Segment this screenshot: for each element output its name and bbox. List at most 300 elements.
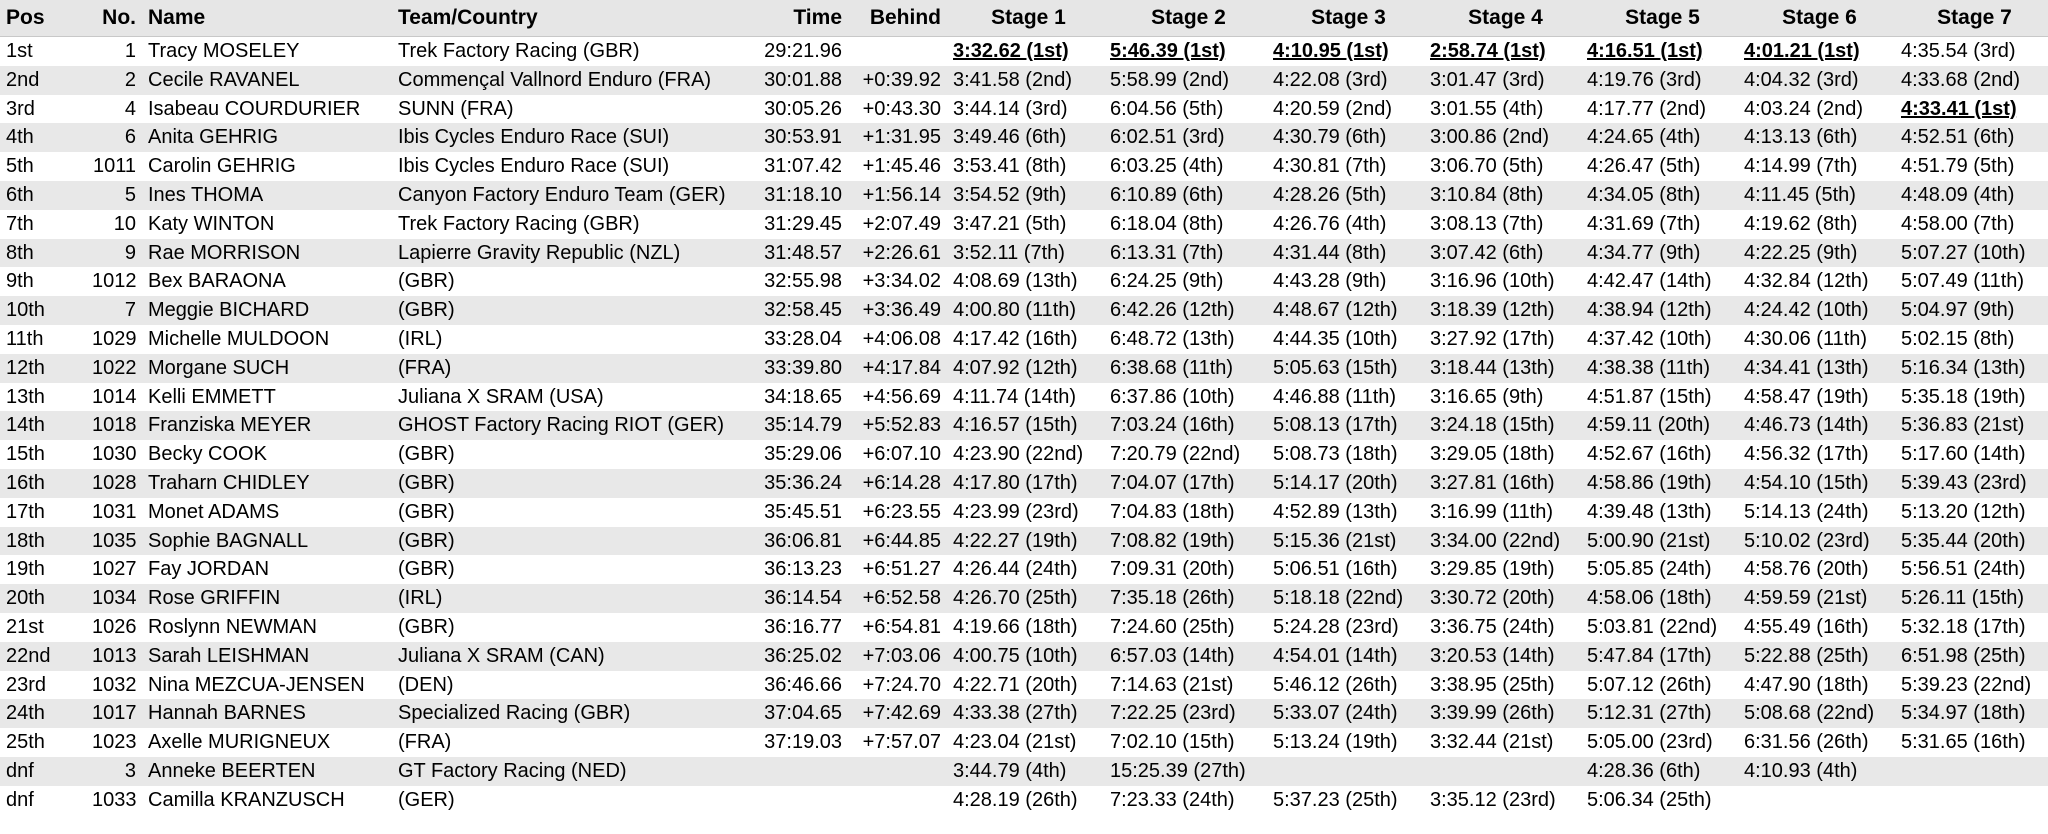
cell-no: 1014 [92, 383, 142, 412]
cell-stage-4: 3:01.55 (4th) [1424, 95, 1581, 124]
cell-time: 31:07.42 [757, 152, 848, 181]
cell-no: 1026 [92, 613, 142, 642]
cell-name: Anneke BEERTEN [142, 757, 392, 786]
table-row [0, 498, 2048, 527]
cell-stage-3: 4:46.88 (11th) [1267, 383, 1424, 412]
table-row [0, 37, 2048, 66]
header-no: No. [92, 0, 142, 37]
cell-behind [848, 757, 947, 786]
cell-team: Ibis Cycles Enduro Race (SUI) [392, 152, 757, 181]
cell-name: Hannah BARNES [142, 699, 392, 728]
cell-stage-3: 5:08.13 (17th) [1267, 411, 1424, 440]
cell-behind: +6:52.58 [848, 584, 947, 613]
cell-pos: 14th [0, 411, 92, 440]
cell-pos: 21st [0, 613, 92, 642]
cell-no: 7 [92, 296, 142, 325]
cell-stage-4: 3:24.18 (15th) [1424, 411, 1581, 440]
cell-stage-6: 4:58.76 (20th) [1738, 555, 1895, 584]
table-row [0, 325, 2048, 354]
cell-stage-6 [1738, 786, 1895, 815]
cell-name: Nina MEZCUA-JENSEN [142, 671, 392, 700]
cell-stage-7: 5:17.60 (14th) [1895, 440, 2048, 469]
cell-stage-1: 4:23.90 (22nd) [947, 440, 1104, 469]
cell-team: Canyon Factory Enduro Team (GER) [392, 181, 757, 210]
table-row [0, 440, 2048, 469]
cell-stage-5: 4:28.36 (6th) [1581, 757, 1738, 786]
cell-behind: +3:36.49 [848, 296, 947, 325]
cell-stage-1: 4:16.57 (15th) [947, 411, 1104, 440]
cell-stage-5: 5:12.31 (27th) [1581, 699, 1738, 728]
cell-team: Trek Factory Racing (GBR) [392, 210, 757, 239]
cell-stage-1: 3:32.62 (1st) [947, 37, 1104, 66]
cell-name: Michelle MULDOON [142, 325, 392, 354]
cell-no: 3 [92, 757, 142, 786]
cell-stage-4: 3:29.05 (18th) [1424, 440, 1581, 469]
cell-time: 30:53.91 [757, 123, 848, 152]
cell-stage-7: 5:13.20 (12th) [1895, 498, 2048, 527]
cell-stage-3: 5:15.36 (21st) [1267, 527, 1424, 556]
table-row [0, 411, 2048, 440]
cell-stage-4: 3:16.96 (10th) [1424, 267, 1581, 296]
cell-stage-6: 6:31.56 (26th) [1738, 728, 1895, 757]
cell-team: (IRL) [392, 584, 757, 613]
cell-team: Ibis Cycles Enduro Race (SUI) [392, 123, 757, 152]
cell-team: Trek Factory Racing (GBR) [392, 37, 757, 66]
cell-stage-4: 3:27.81 (16th) [1424, 469, 1581, 498]
cell-pos: 2nd [0, 66, 92, 95]
cell-name: Cecile RAVANEL [142, 66, 392, 95]
cell-stage-3: 4:48.67 (12th) [1267, 296, 1424, 325]
cell-stage-7: 5:07.49 (11th) [1895, 267, 2048, 296]
cell-team: (IRL) [392, 325, 757, 354]
cell-no: 1017 [92, 699, 142, 728]
cell-stage-5: 4:19.76 (3rd) [1581, 66, 1738, 95]
cell-behind [848, 786, 947, 815]
cell-stage-2: 7:02.10 (15th) [1104, 728, 1267, 757]
cell-pos: 13th [0, 383, 92, 412]
cell-behind: +4:06.08 [848, 325, 947, 354]
table-row [0, 728, 2048, 757]
cell-behind: +1:45.46 [848, 152, 947, 181]
header-stage-3: Stage 3 [1267, 0, 1424, 37]
cell-behind: +0:39.92 [848, 66, 947, 95]
cell-team: (GBR) [392, 613, 757, 642]
cell-stage-6: 4:56.32 (17th) [1738, 440, 1895, 469]
cell-no: 1030 [92, 440, 142, 469]
header-behind: Behind [848, 0, 947, 37]
cell-no: 1027 [92, 555, 142, 584]
cell-stage-4: 3:16.65 (9th) [1424, 383, 1581, 412]
cell-name: Meggie BICHARD [142, 296, 392, 325]
cell-time: 36:25.02 [757, 642, 848, 671]
cell-stage-5: 4:38.38 (11th) [1581, 354, 1738, 383]
cell-stage-6: 5:10.02 (23rd) [1738, 527, 1895, 556]
cell-no: 1012 [92, 267, 142, 296]
cell-time: 36:46.66 [757, 671, 848, 700]
table-row [0, 66, 2048, 95]
cell-stage-7: 4:52.51 (6th) [1895, 123, 2048, 152]
cell-stage-4: 3:20.53 (14th) [1424, 642, 1581, 671]
cell-name: Sophie BAGNALL [142, 527, 392, 556]
cell-time: 30:01.88 [757, 66, 848, 95]
cell-behind: +5:52.83 [848, 411, 947, 440]
cell-stage-3: 5:24.28 (23rd) [1267, 613, 1424, 642]
cell-stage-1: 3:54.52 (9th) [947, 181, 1104, 210]
cell-stage-4: 3:27.92 (17th) [1424, 325, 1581, 354]
cell-stage-2: 6:02.51 (3rd) [1104, 123, 1267, 152]
cell-stage-3: 4:28.26 (5th) [1267, 181, 1424, 210]
cell-stage-5: 5:03.81 (22nd) [1581, 613, 1738, 642]
cell-pos: 10th [0, 296, 92, 325]
cell-stage-2: 5:46.39 (1st) [1104, 37, 1267, 66]
table-row [0, 613, 2048, 642]
cell-stage-5: 4:38.94 (12th) [1581, 296, 1738, 325]
table-row [0, 181, 2048, 210]
header-stage-7: Stage 7 [1895, 0, 2048, 37]
table-row [0, 95, 2048, 124]
cell-stage-7: 5:39.43 (23rd) [1895, 469, 2048, 498]
header-stage-6: Stage 6 [1738, 0, 1895, 37]
cell-stage-2: 6:42.26 (12th) [1104, 296, 1267, 325]
cell-stage-7: 6:51.98 (25th) [1895, 642, 2048, 671]
cell-team: (GBR) [392, 267, 757, 296]
cell-pos: 8th [0, 239, 92, 268]
cell-stage-3: 5:14.17 (20th) [1267, 469, 1424, 498]
cell-time [757, 757, 848, 786]
cell-behind [848, 37, 947, 66]
cell-stage-6: 4:46.73 (14th) [1738, 411, 1895, 440]
cell-stage-4: 3:00.86 (2nd) [1424, 123, 1581, 152]
cell-pos: 6th [0, 181, 92, 210]
cell-stage-3: 5:18.18 (22nd) [1267, 584, 1424, 613]
cell-stage-5: 4:17.77 (2nd) [1581, 95, 1738, 124]
cell-behind: +6:23.55 [848, 498, 947, 527]
cell-stage-5: 4:31.69 (7th) [1581, 210, 1738, 239]
table-row [0, 152, 2048, 181]
cell-name: Kelli EMMETT [142, 383, 392, 412]
cell-team: (GBR) [392, 296, 757, 325]
cell-team: (GER) [392, 786, 757, 815]
cell-stage-7 [1895, 786, 2048, 815]
cell-name: Ines THOMA [142, 181, 392, 210]
cell-pos: 24th [0, 699, 92, 728]
cell-team: (FRA) [392, 354, 757, 383]
cell-stage-5: 4:37.42 (10th) [1581, 325, 1738, 354]
cell-stage-2: 6:10.89 (6th) [1104, 181, 1267, 210]
cell-behind: +3:34.02 [848, 267, 947, 296]
cell-pos: 7th [0, 210, 92, 239]
cell-time: 35:14.79 [757, 411, 848, 440]
cell-no: 1033 [92, 786, 142, 815]
cell-behind: +6:51.27 [848, 555, 947, 584]
cell-behind: +2:26.61 [848, 239, 947, 268]
cell-stage-6: 4:22.25 (9th) [1738, 239, 1895, 268]
cell-stage-4: 3:10.84 (8th) [1424, 181, 1581, 210]
cell-stage-1: 4:17.42 (16th) [947, 325, 1104, 354]
cell-stage-6: 4:04.32 (3rd) [1738, 66, 1895, 95]
cell-stage-3: 4:43.28 (9th) [1267, 267, 1424, 296]
cell-stage-7: 5:16.34 (13th) [1895, 354, 2048, 383]
cell-name: Sarah LEISHMAN [142, 642, 392, 671]
table-row [0, 469, 2048, 498]
cell-stage-1: 4:22.27 (19th) [947, 527, 1104, 556]
cell-time: 31:18.10 [757, 181, 848, 210]
cell-name: Rose GRIFFIN [142, 584, 392, 613]
cell-stage-1: 4:07.92 (12th) [947, 354, 1104, 383]
cell-no: 9 [92, 239, 142, 268]
cell-stage-5: 4:39.48 (13th) [1581, 498, 1738, 527]
cell-stage-3 [1267, 757, 1424, 786]
cell-name: Tracy MOSELEY [142, 37, 392, 66]
cell-stage-3: 4:10.95 (1st) [1267, 37, 1424, 66]
cell-stage-1: 3:52.11 (7th) [947, 239, 1104, 268]
cell-stage-1: 4:33.38 (27th) [947, 699, 1104, 728]
cell-time: 36:16.77 [757, 613, 848, 642]
table-row [0, 354, 2048, 383]
table-row [0, 296, 2048, 325]
table-row [0, 671, 2048, 700]
cell-stage-7: 5:35.18 (19th) [1895, 383, 2048, 412]
cell-stage-6: 4:58.47 (19th) [1738, 383, 1895, 412]
table-row [0, 527, 2048, 556]
cell-pos: 11th [0, 325, 92, 354]
cell-behind: +6:44.85 [848, 527, 947, 556]
cell-behind: +2:07.49 [848, 210, 947, 239]
cell-name: Becky COOK [142, 440, 392, 469]
cell-pos: 3rd [0, 95, 92, 124]
cell-stage-1: 3:49.46 (6th) [947, 123, 1104, 152]
cell-stage-6: 4:30.06 (11th) [1738, 325, 1895, 354]
cell-stage-7: 4:33.41 (1st) [1895, 95, 2048, 124]
cell-name: Anita GEHRIG [142, 123, 392, 152]
table-row [0, 642, 2048, 671]
cell-stage-4 [1424, 757, 1581, 786]
cell-stage-5: 5:05.00 (23rd) [1581, 728, 1738, 757]
cell-stage-5: 4:34.05 (8th) [1581, 181, 1738, 210]
cell-stage-7: 4:48.09 (4th) [1895, 181, 2048, 210]
cell-stage-4: 3:39.99 (26th) [1424, 699, 1581, 728]
cell-stage-7: 4:58.00 (7th) [1895, 210, 2048, 239]
cell-stage-2: 7:08.82 (19th) [1104, 527, 1267, 556]
cell-stage-1: 4:23.99 (23rd) [947, 498, 1104, 527]
cell-behind: +7:24.70 [848, 671, 947, 700]
header-pos: Pos [0, 0, 92, 37]
cell-stage-4: 3:18.39 (12th) [1424, 296, 1581, 325]
cell-stage-5: 4:58.86 (19th) [1581, 469, 1738, 498]
cell-team: (GBR) [392, 555, 757, 584]
table-row [0, 239, 2048, 268]
cell-pos: 20th [0, 584, 92, 613]
cell-stage-3: 5:46.12 (26th) [1267, 671, 1424, 700]
cell-no: 1022 [92, 354, 142, 383]
cell-stage-1: 4:08.69 (13th) [947, 267, 1104, 296]
cell-stage-6: 4:19.62 (8th) [1738, 210, 1895, 239]
cell-pos: 12th [0, 354, 92, 383]
cell-stage-2: 6:24.25 (9th) [1104, 267, 1267, 296]
cell-stage-1: 4:26.44 (24th) [947, 555, 1104, 584]
cell-pos: 5th [0, 152, 92, 181]
cell-behind: +7:57.07 [848, 728, 947, 757]
cell-pos: 17th [0, 498, 92, 527]
cell-behind: +4:56.69 [848, 383, 947, 412]
cell-team: Specialized Racing (GBR) [392, 699, 757, 728]
cell-pos: 15th [0, 440, 92, 469]
cell-no: 1018 [92, 411, 142, 440]
cell-time: 33:28.04 [757, 325, 848, 354]
cell-stage-2: 7:14.63 (21st) [1104, 671, 1267, 700]
cell-stage-4: 3:36.75 (24th) [1424, 613, 1581, 642]
cell-name: Roslynn NEWMAN [142, 613, 392, 642]
cell-stage-1: 4:00.80 (11th) [947, 296, 1104, 325]
cell-stage-4: 2:58.74 (1st) [1424, 37, 1581, 66]
cell-stage-1: 4:00.75 (10th) [947, 642, 1104, 671]
cell-stage-5: 5:06.34 (25th) [1581, 786, 1738, 815]
table-row [0, 123, 2048, 152]
cell-time: 37:19.03 [757, 728, 848, 757]
cell-stage-4: 3:30.72 (20th) [1424, 584, 1581, 613]
cell-behind: +6:07.10 [848, 440, 947, 469]
cell-name: Monet ADAMS [142, 498, 392, 527]
table-row [0, 555, 2048, 584]
cell-stage-6: 4:55.49 (16th) [1738, 613, 1895, 642]
table-row [0, 210, 2048, 239]
cell-stage-6: 4:34.41 (13th) [1738, 354, 1895, 383]
cell-stage-7: 5:31.65 (16th) [1895, 728, 2048, 757]
cell-stage-4: 3:18.44 (13th) [1424, 354, 1581, 383]
cell-pos: dnf [0, 757, 92, 786]
cell-time: 33:39.80 [757, 354, 848, 383]
cell-stage-7: 5:35.44 (20th) [1895, 527, 2048, 556]
cell-stage-4: 3:01.47 (3rd) [1424, 66, 1581, 95]
cell-stage-3: 4:54.01 (14th) [1267, 642, 1424, 671]
cell-stage-7: 5:04.97 (9th) [1895, 296, 2048, 325]
cell-stage-5: 4:16.51 (1st) [1581, 37, 1738, 66]
cell-stage-5: 4:51.87 (15th) [1581, 383, 1738, 412]
header-team: Team/Country [392, 0, 757, 37]
header-stage-5: Stage 5 [1581, 0, 1738, 37]
cell-stage-1: 4:23.04 (21st) [947, 728, 1104, 757]
cell-name: Traharn CHIDLEY [142, 469, 392, 498]
cell-time: 36:06.81 [757, 527, 848, 556]
cell-stage-5: 5:47.84 (17th) [1581, 642, 1738, 671]
cell-team: (DEN) [392, 671, 757, 700]
cell-stage-3: 5:13.24 (19th) [1267, 728, 1424, 757]
cell-stage-4: 3:16.99 (11th) [1424, 498, 1581, 527]
cell-stage-2: 7:04.07 (17th) [1104, 469, 1267, 498]
cell-team: Lapierre Gravity Republic (NZL) [392, 239, 757, 268]
cell-stage-7: 5:36.83 (21st) [1895, 411, 2048, 440]
cell-stage-2: 6:04.56 (5th) [1104, 95, 1267, 124]
cell-time: 31:48.57 [757, 239, 848, 268]
cell-stage-7: 5:07.27 (10th) [1895, 239, 2048, 268]
cell-pos: 25th [0, 728, 92, 757]
cell-stage-6: 4:11.45 (5th) [1738, 181, 1895, 210]
cell-stage-4: 3:07.42 (6th) [1424, 239, 1581, 268]
cell-stage-2: 6:03.25 (4th) [1104, 152, 1267, 181]
cell-no: 4 [92, 95, 142, 124]
cell-stage-2: 15:25.39 (27th) [1104, 757, 1267, 786]
header-row [0, 0, 2048, 37]
cell-stage-7: 5:39.23 (22nd) [1895, 671, 2048, 700]
cell-team: Commençal Vallnord Enduro (FRA) [392, 66, 757, 95]
cell-stage-4: 3:38.95 (25th) [1424, 671, 1581, 700]
cell-time: 36:14.54 [757, 584, 848, 613]
cell-team: Juliana X SRAM (USA) [392, 383, 757, 412]
header-name: Name [142, 0, 392, 37]
cell-stage-1: 4:28.19 (26th) [947, 786, 1104, 815]
cell-stage-3: 5:05.63 (15th) [1267, 354, 1424, 383]
cell-stage-3: 5:06.51 (16th) [1267, 555, 1424, 584]
cell-name: Axelle MURIGNEUX [142, 728, 392, 757]
cell-name: Camilla KRANZUSCH [142, 786, 392, 815]
cell-stage-1: 4:26.70 (25th) [947, 584, 1104, 613]
cell-team: GT Factory Racing (NED) [392, 757, 757, 786]
cell-stage-2: 6:13.31 (7th) [1104, 239, 1267, 268]
cell-stage-6: 4:13.13 (6th) [1738, 123, 1895, 152]
cell-team: SUNN (FRA) [392, 95, 757, 124]
cell-stage-6: 4:32.84 (12th) [1738, 267, 1895, 296]
cell-stage-3: 4:44.35 (10th) [1267, 325, 1424, 354]
cell-stage-2: 6:57.03 (14th) [1104, 642, 1267, 671]
cell-stage-2: 6:37.86 (10th) [1104, 383, 1267, 412]
cell-pos: 16th [0, 469, 92, 498]
results-body [0, 37, 2048, 815]
cell-team: (GBR) [392, 469, 757, 498]
cell-stage-5: 4:59.11 (20th) [1581, 411, 1738, 440]
cell-stage-6: 5:22.88 (25th) [1738, 642, 1895, 671]
cell-no: 6 [92, 123, 142, 152]
cell-time: 31:29.45 [757, 210, 848, 239]
cell-pos: dnf [0, 786, 92, 815]
cell-name: Isabeau COURDURIER [142, 95, 392, 124]
cell-stage-7: 4:51.79 (5th) [1895, 152, 2048, 181]
cell-stage-4: 3:32.44 (21st) [1424, 728, 1581, 757]
cell-stage-7: 5:02.15 (8th) [1895, 325, 2048, 354]
cell-stage-5: 4:58.06 (18th) [1581, 584, 1738, 613]
cell-stage-2: 7:09.31 (20th) [1104, 555, 1267, 584]
cell-stage-1: 4:11.74 (14th) [947, 383, 1104, 412]
cell-no: 1023 [92, 728, 142, 757]
cell-time: 35:29.06 [757, 440, 848, 469]
cell-stage-3: 4:26.76 (4th) [1267, 210, 1424, 239]
cell-stage-5: 4:52.67 (16th) [1581, 440, 1738, 469]
cell-team: (GBR) [392, 440, 757, 469]
cell-stage-3: 5:08.73 (18th) [1267, 440, 1424, 469]
cell-name: Franziska MEYER [142, 411, 392, 440]
cell-behind: +0:43.30 [848, 95, 947, 124]
cell-behind: +7:42.69 [848, 699, 947, 728]
table-row [0, 584, 2048, 613]
cell-no: 1028 [92, 469, 142, 498]
table-row [0, 786, 2048, 815]
cell-stage-7: 4:33.68 (2nd) [1895, 66, 2048, 95]
cell-stage-1: 3:44.79 (4th) [947, 757, 1104, 786]
table-row [0, 267, 2048, 296]
cell-no: 1032 [92, 671, 142, 700]
cell-stage-6: 5:08.68 (22nd) [1738, 699, 1895, 728]
cell-stage-6: 4:47.90 (18th) [1738, 671, 1895, 700]
cell-name: Katy WINTON [142, 210, 392, 239]
cell-stage-2: 6:48.72 (13th) [1104, 325, 1267, 354]
cell-pos: 22nd [0, 642, 92, 671]
cell-stage-4: 3:34.00 (22nd) [1424, 527, 1581, 556]
cell-no: 1011 [92, 152, 142, 181]
cell-stage-6: 5:14.13 (24th) [1738, 498, 1895, 527]
table-row [0, 757, 2048, 786]
cell-stage-2: 7:23.33 (24th) [1104, 786, 1267, 815]
cell-behind: +6:54.81 [848, 613, 947, 642]
header-stage-4: Stage 4 [1424, 0, 1581, 37]
